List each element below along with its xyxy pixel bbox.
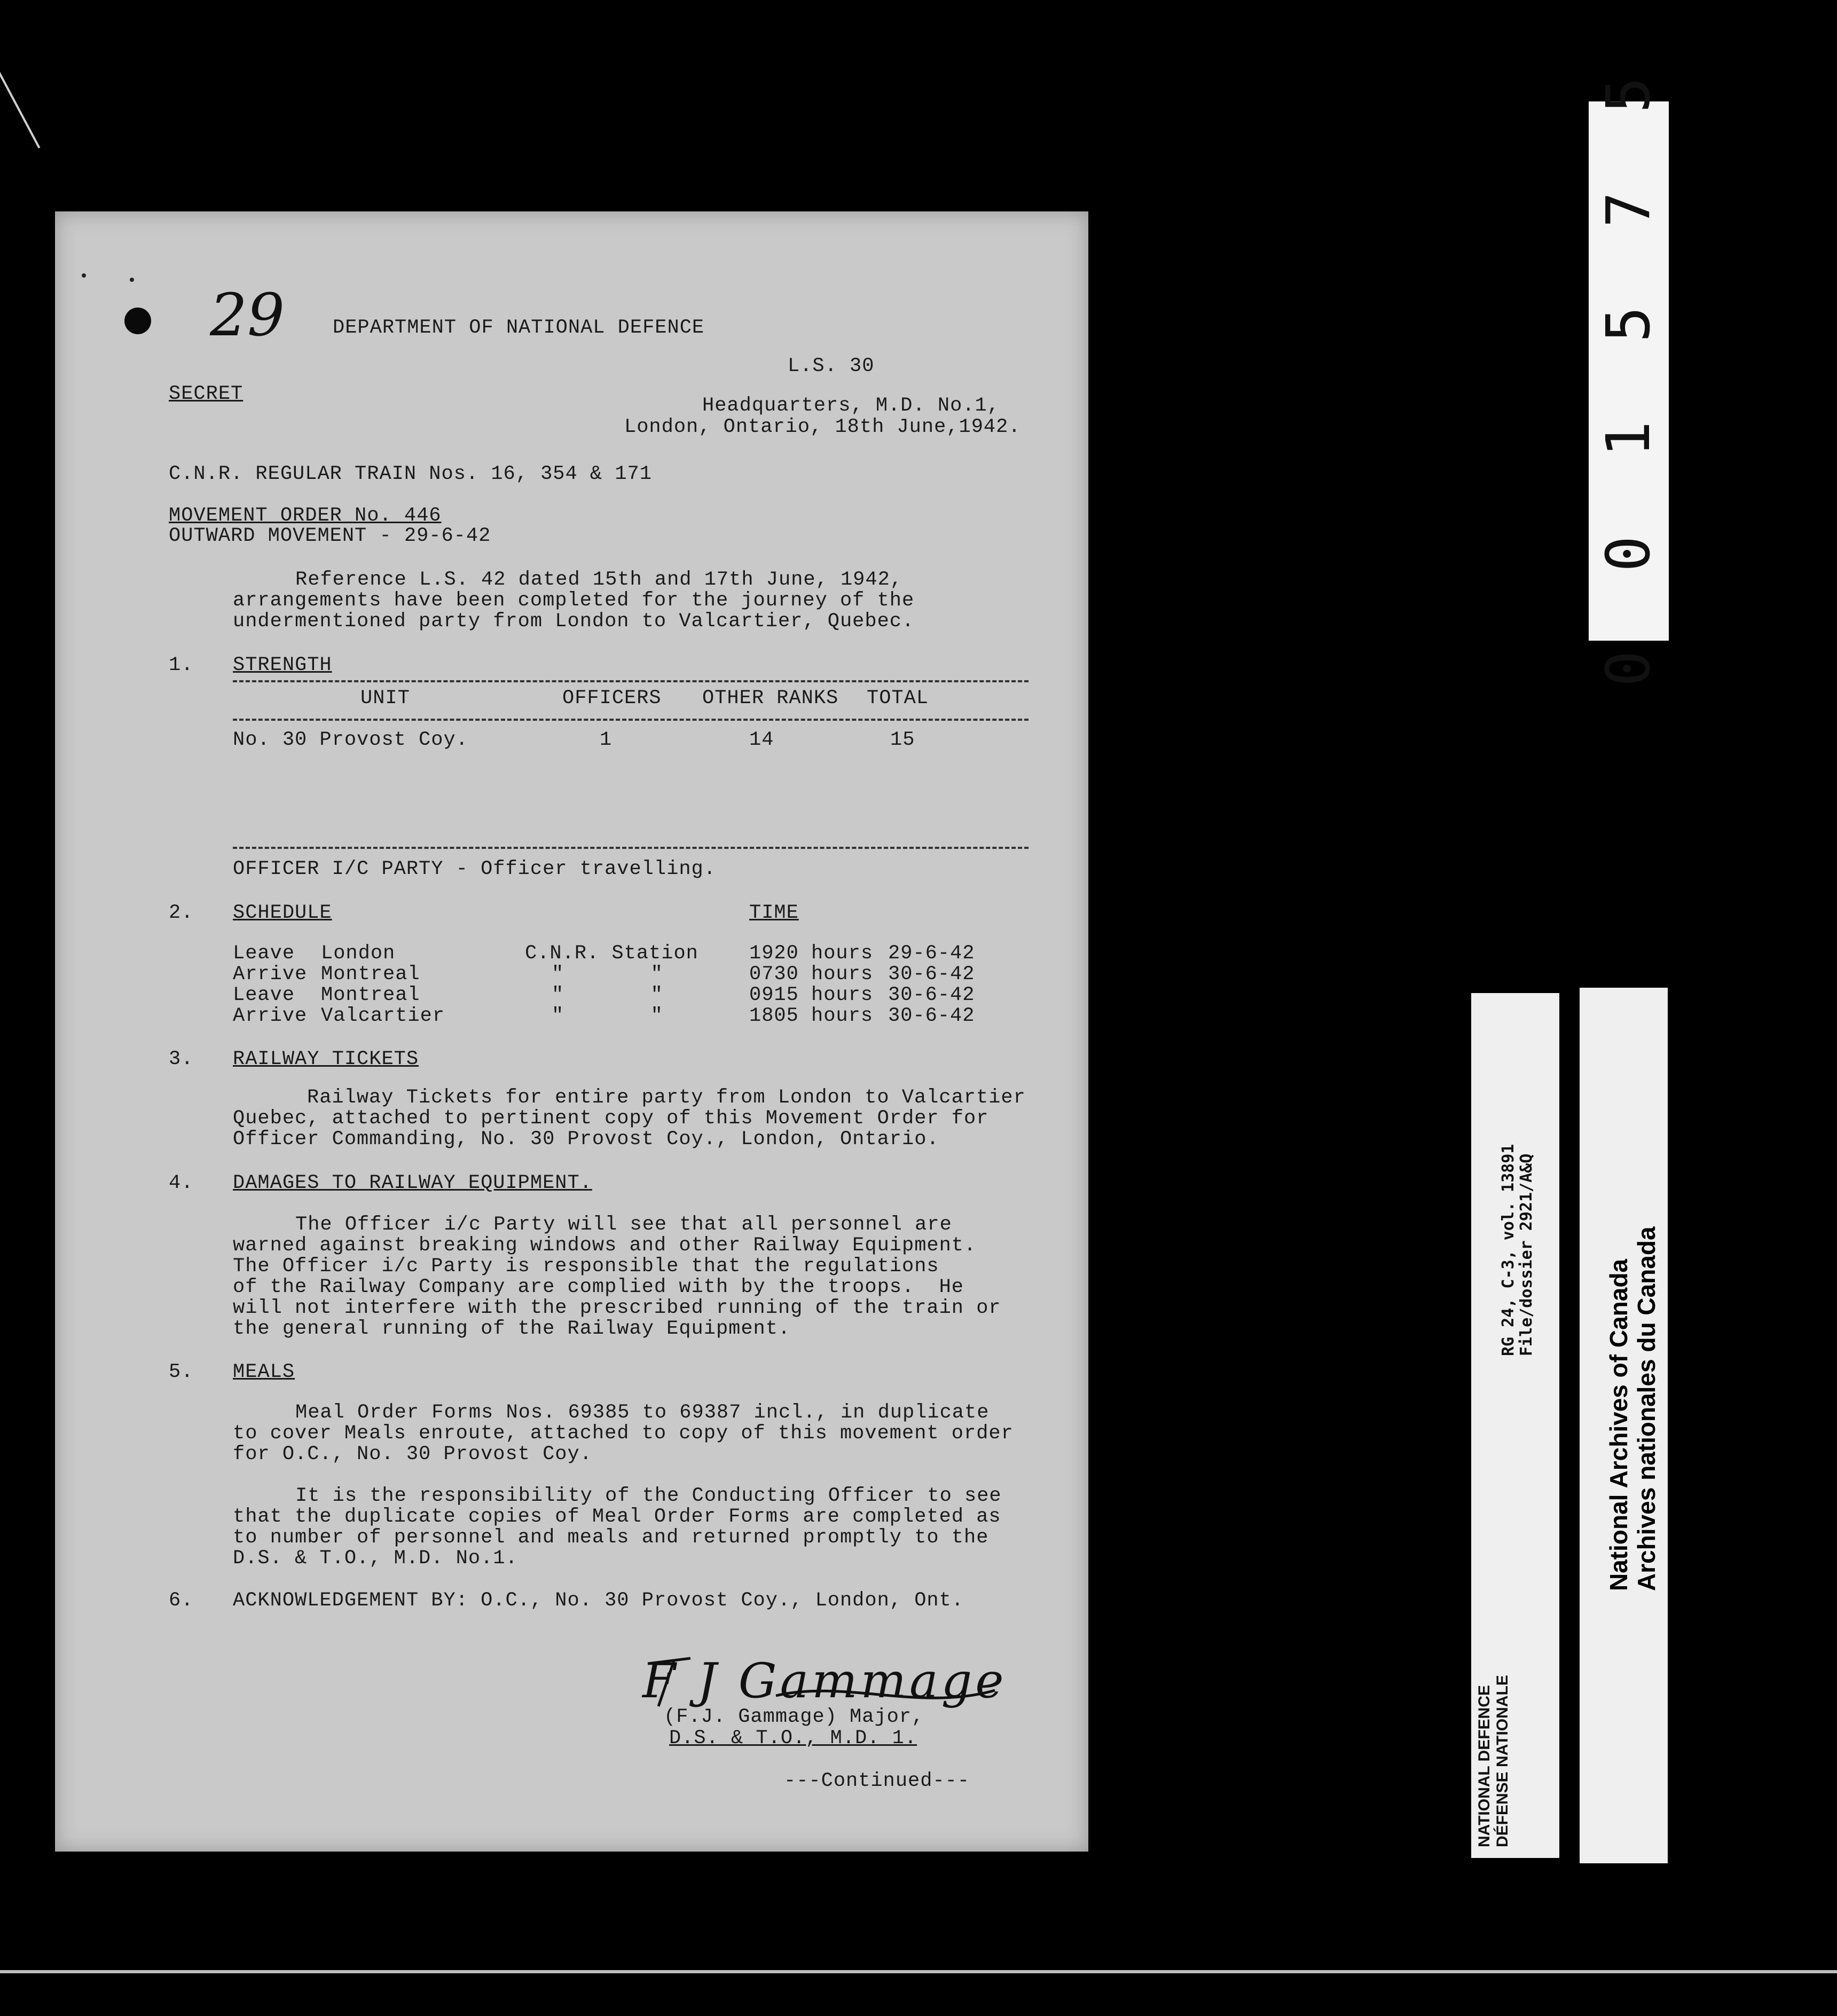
schedule-time: 1805 hours	[749, 1005, 874, 1027]
section-number: 3.	[169, 1048, 194, 1070]
schedule-action: Leave	[233, 942, 295, 965]
reference-line-3: undermentioned party from London to Valcartier, Quebec.	[233, 610, 915, 633]
punch-hole	[124, 308, 151, 334]
meals-para2-line-4: D.S. & T.O., M.D. No.1.	[233, 1547, 518, 1570]
schedule-heading: SCHEDULE	[233, 902, 332, 924]
section-number: 6.	[169, 1589, 194, 1612]
meals-para2-line-3: to number of personnel and meals and returned promptly to the	[233, 1526, 989, 1549]
table-rule	[233, 847, 1029, 849]
row-total: 15	[890, 729, 915, 751]
national-defence-strip	[1471, 993, 1559, 1858]
col-header-unit: UNIT	[360, 687, 410, 710]
tickets-line-1: Railway Tickets for entire party from London to Valcartier	[307, 1086, 1026, 1109]
nac-label-fr: Archives nationales du Canada	[1632, 1226, 1660, 1591]
row-other-ranks: 14	[749, 729, 774, 751]
defence-label-en: NATIONAL DEFENCE	[1475, 1685, 1493, 1847]
signature-name: (F.J. Gammage) Major,	[664, 1706, 924, 1728]
damages-line-2: warned against breaking windows and other Railway Equipment.	[233, 1234, 977, 1257]
time-heading: TIME	[749, 902, 799, 924]
speck	[130, 278, 134, 282]
schedule-place: Montreal	[321, 984, 420, 1006]
nac-label-en: National Archives of Canada	[1605, 1258, 1632, 1591]
archive-number-strip	[1589, 56, 1669, 687]
signature-title: D.S. & T.O., M.D. 1.	[669, 1727, 917, 1750]
schedule-time: 1920 hours	[749, 942, 874, 965]
train-line: C.N.R. REGULAR TRAIN Nos. 16, 354 & 171	[169, 463, 652, 485]
table-rule	[233, 680, 1029, 682]
hq-line-2: London, Ontario, 18th June,1942.	[624, 416, 1021, 438]
ls-reference: L.S. 30	[788, 355, 875, 377]
acknowledgement-line: ACKNOWLEDGEMENT BY: O.C., No. 30 Provost Coy., London, Ont.	[233, 1589, 964, 1612]
damages-heading: DAMAGES TO RAILWAY EQUIPMENT.	[233, 1172, 592, 1194]
tickets-line-3: Officer Commanding, No. 30 Provost Coy., London, Ontario.	[233, 1128, 939, 1151]
officer-ic-line: OFFICER I/C PARTY - Officer travelling.	[233, 858, 716, 880]
schedule-date: 30-6-42	[888, 1005, 975, 1027]
rg-reference-line-1: RG 24, C-3, vol. 13891	[1499, 1144, 1518, 1356]
schedule-date: 30-6-42	[888, 963, 975, 986]
continued-marker: ---Continued---	[784, 1770, 970, 1792]
outward-movement: OUTWARD MOVEMENT - 29-6-42	[169, 525, 491, 547]
section-number: 4.	[169, 1172, 194, 1194]
archive-stamp-number: 0 0 1 5 7 5	[1594, 56, 1663, 687]
schedule-station: " "	[552, 984, 663, 1006]
department-heading: DEPARTMENT OF NATIONAL DEFENCE	[333, 317, 705, 339]
damages-line-5: will not interfere with the prescribed running of the train or	[233, 1297, 1001, 1319]
col-header-other-ranks: OTHER RANKS	[702, 687, 839, 710]
speck	[82, 273, 86, 278]
schedule-station: C.N.R. Station	[525, 942, 698, 965]
schedule-station: " "	[552, 1005, 663, 1027]
damages-line-6: the general running of the Railway Equipment.	[233, 1318, 791, 1340]
movement-order: MOVEMENT ORDER No. 446	[169, 505, 442, 527]
meals-heading: MEALS	[233, 1361, 295, 1383]
rg-reference-line-2: File/dossier 2921/A&Q	[1517, 1153, 1536, 1356]
schedule-date: 29-6-42	[888, 942, 975, 965]
classification: SECRET	[169, 383, 244, 405]
row-unit: No. 30 Provost Coy.	[233, 729, 468, 751]
national-archives-strip	[1580, 988, 1668, 1863]
col-header-officers: OFFICERS	[562, 687, 662, 710]
meals-para1-line-1: Meal Order Forms Nos. 69385 to 69387 incl., in duplicate	[295, 1401, 990, 1424]
defence-label-fr: DÉFENSE NATIONALE	[1494, 1675, 1511, 1847]
strength-heading: STRENGTH	[233, 654, 332, 676]
schedule-place: London	[321, 942, 396, 965]
section-number: 5.	[169, 1361, 194, 1383]
meals-para2-line-2: that the duplicate copies of Meal Order Forms are completed as	[233, 1506, 1001, 1528]
row-officers: 1	[600, 729, 613, 751]
damages-line-4: of the Railway Company are complied with by the troops. He	[233, 1276, 964, 1298]
schedule-place: Valcartier	[321, 1005, 445, 1027]
reference-line-2: arrangements have been completed for the journey of the	[233, 589, 915, 612]
schedule-time: 0730 hours	[749, 963, 874, 986]
document-page	[55, 211, 1088, 1852]
schedule-date: 30-6-42	[888, 984, 975, 1006]
schedule-action: Leave	[233, 984, 295, 1006]
damages-line-3: The Officer i/c Party is responsible that the regulations	[233, 1255, 939, 1278]
col-header-total: TOTAL	[867, 687, 929, 710]
tickets-heading: RAILWAY TICKETS	[233, 1048, 419, 1070]
meals-para1-line-3: for O.C., No. 30 Provost Coy.	[233, 1443, 592, 1466]
film-scratch	[0, 44, 40, 148]
reference-line-1: Reference L.S. 42 dated 15th and 17th June, 1942,	[295, 569, 902, 591]
table-rule	[233, 719, 1029, 721]
handwritten-signature: F J Gammage	[642, 1653, 1007, 1709]
section-number: 2.	[169, 902, 194, 924]
schedule-station: " "	[552, 963, 663, 986]
damages-line-1: The Officer i/c Party will see that all personnel are	[295, 1214, 952, 1236]
schedule-place: Montreal	[321, 963, 420, 986]
tickets-line-2: Quebec, attached to pertinent copy of this Movement Order for	[233, 1107, 989, 1130]
handwritten-page-number: 29	[210, 281, 285, 349]
film-edge-line	[0, 1970, 1837, 1973]
schedule-action: Arrive	[233, 963, 308, 986]
meals-para1-line-2: to cover Meals enroute, attached to copy of this movement order	[233, 1422, 1014, 1445]
schedule-action: Arrive	[233, 1005, 308, 1027]
meals-para2-line-1: It is the responsibility of the Conducting Officer to see	[295, 1485, 1002, 1507]
hq-line-1: Headquarters, M.D. No.1,	[702, 395, 1000, 417]
schedule-time: 0915 hours	[749, 984, 874, 1006]
section-number: 1.	[169, 654, 194, 676]
